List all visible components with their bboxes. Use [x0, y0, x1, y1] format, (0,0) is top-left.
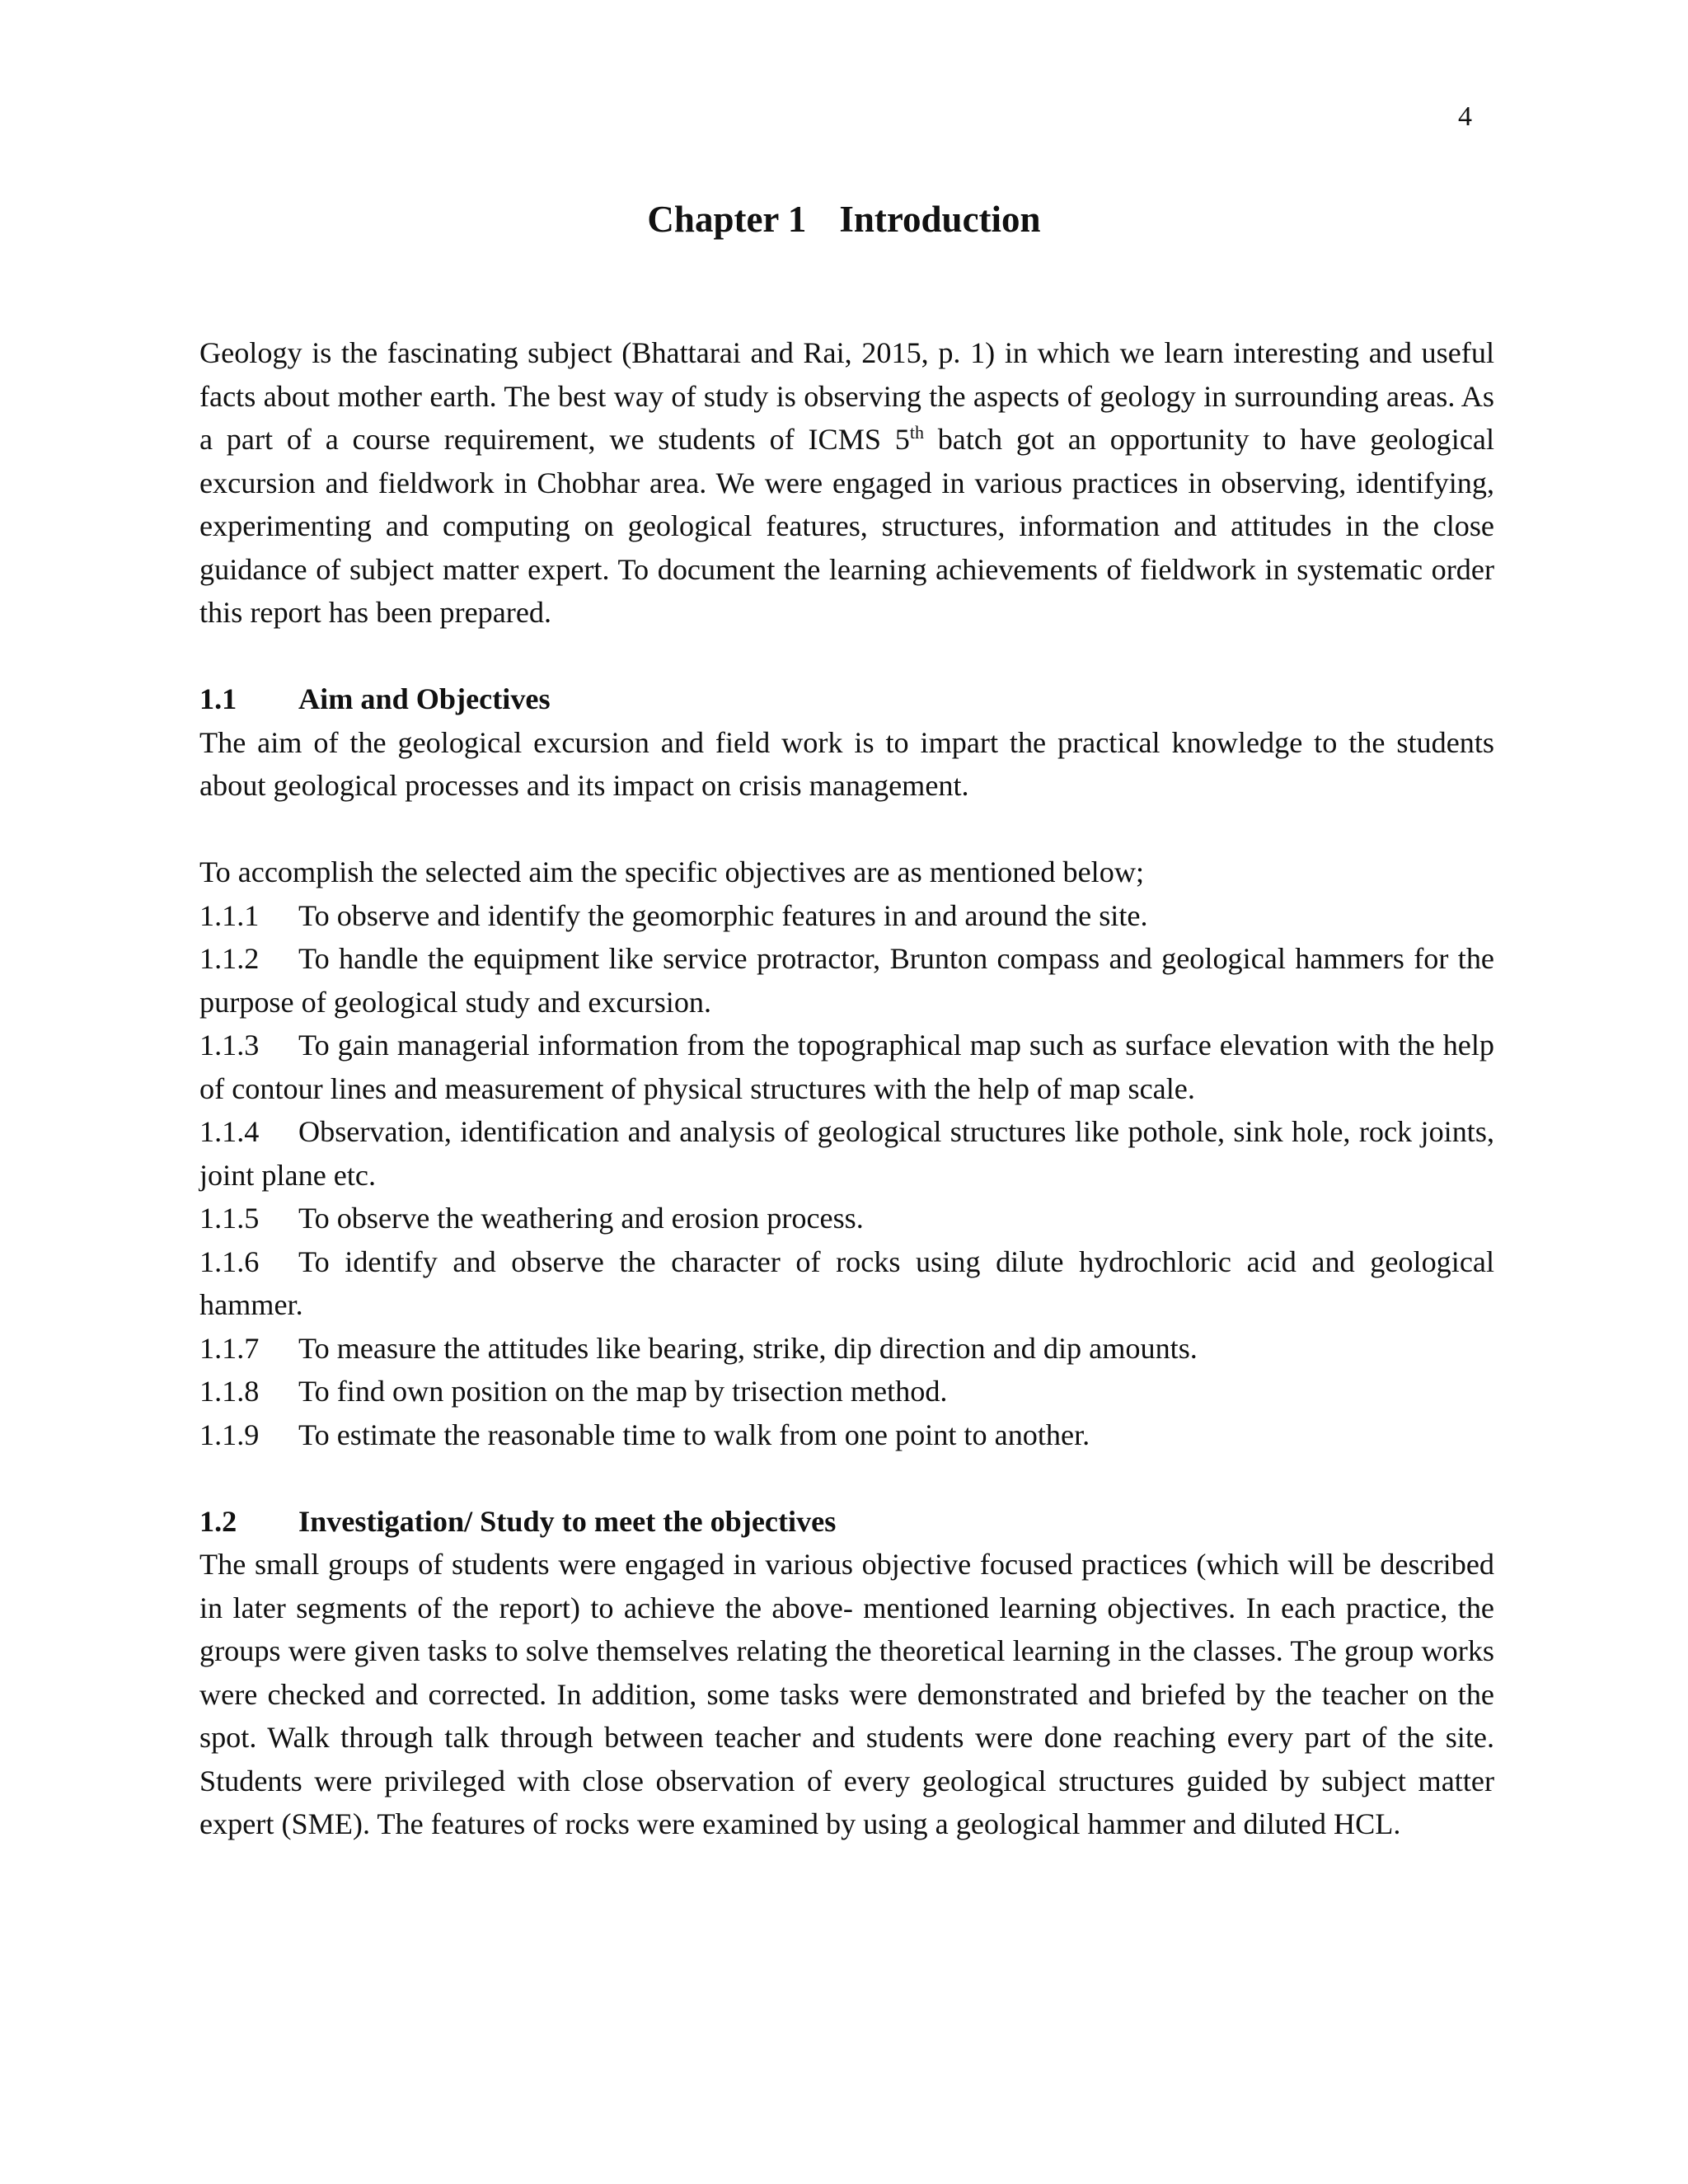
list-item [199, 1024, 1494, 1110]
list-item [199, 1327, 1494, 1371]
list-item [199, 1197, 1494, 1240]
item-number: 1.1.1 [199, 898, 260, 932]
section-title: Aim and Objectives [298, 682, 551, 715]
section-heading-1-1 [199, 677, 1494, 721]
item-number: 1.1.4 [199, 1115, 260, 1148]
item-text: To estimate the reasonable time to walk from one point to another. [298, 1418, 1090, 1451]
item-text: To gain managerial information from the topographical map such as surface elevation with the help of contour lines and measurement of physical structures with the help of map scale. [199, 1029, 1494, 1105]
list-item [199, 894, 1494, 938]
list-item [199, 1110, 1494, 1197]
page-number: 4 [1458, 101, 1472, 132]
item-number: 1.1.2 [199, 942, 260, 975]
list-item [199, 1240, 1494, 1327]
intro-paragraph [199, 331, 1494, 635]
item-text: To handle the equipment like service protractor, Brunton compass and geological hammers for the purpose of geological study and excursion. [199, 942, 1494, 1019]
intro-text-part-1: Geology is the fascinating subject (Bhattarai and Rai, 2015, p. 1) in which we learn interesting and useful facts about mother earth. The best way of study is observing the aspects of geology in surrounding areas. As a part of a course requirement, we students of ICMS 5 [199, 336, 1494, 456]
ordinal-superscript: th [909, 421, 924, 443]
item-number: 1.1.9 [199, 1418, 260, 1451]
item-text: To find own position on the map by trisection method. [298, 1375, 948, 1408]
item-text: To identify and observe the character of rocks using dilute hydrochloric acid and geological hammer. [199, 1244, 1494, 1321]
section-number: 1.1 [199, 682, 237, 715]
item-text: To observe and identify the geomorphic features in and around the site. [298, 898, 1148, 932]
objectives-lead-in: To accomplish the selected aim the specific objectives are as mentioned below; [199, 855, 1145, 888]
aim-paragraph: The aim of the geological excursion and field work is to impart the practical knowledge to the students about geological processes and its impact on crisis management. [199, 725, 1494, 802]
chapter-label: Chapter 1 [647, 199, 807, 240]
list-item [199, 937, 1494, 1024]
item-number: 1.1.7 [199, 1331, 260, 1365]
item-number: 1.1.8 [199, 1375, 260, 1408]
chapter-title [0, 196, 1688, 242]
section-title: Investigation/ Study to meet the objectives [298, 1504, 837, 1538]
item-text: To observe the weathering and erosion process. [298, 1202, 864, 1235]
section-heading-1-2 [199, 1500, 1494, 1544]
list-item [199, 1413, 1494, 1457]
item-text: To measure the attitudes like bearing, strike, dip direction and dip amounts. [298, 1331, 1198, 1365]
document-body [199, 331, 1494, 1846]
item-number: 1.1.3 [199, 1029, 260, 1062]
section-number: 1.2 [199, 1504, 237, 1538]
list-item [199, 1370, 1494, 1413]
item-number: 1.1.6 [199, 1244, 260, 1278]
objectives-list [199, 894, 1494, 1457]
item-number: 1.1.5 [199, 1202, 260, 1235]
intro-text-part-2: batch got an opportunity to have geological excursion and fieldwork in Chobhar area. We were engaged in various practices in observing, identifying, experimenting and computing on geological features, structures, information and attitudes in the close guidance of subject matter expert. To document the learning achievements of fieldwork in systematic order this report has been prepared. [199, 423, 1494, 629]
item-text: Observation, identification and analysis of geological structures like pothole, sink hole, rock joints, joint plane etc. [199, 1115, 1494, 1192]
investigation-paragraph: The small groups of students were engaged in various objective focused practices (which will be described in later segments of the report) to achieve the above- mentioned learning objectives. In each practice, the groups were given tasks to solve themselves relating the theoretical learning in the classes. The group works were checked and corrected. In addition, some tasks were demonstrated and briefed by the teacher on the spot. Walk through talk through between teacher and students were done reaching every part of the site. Students were privileged with close observation of every geological structures guided by subject matter expert (SME). The features of rocks were examined by using a geological hammer and diluted HCL. [199, 1548, 1494, 1840]
chapter-name: Introduction [839, 199, 1041, 240]
